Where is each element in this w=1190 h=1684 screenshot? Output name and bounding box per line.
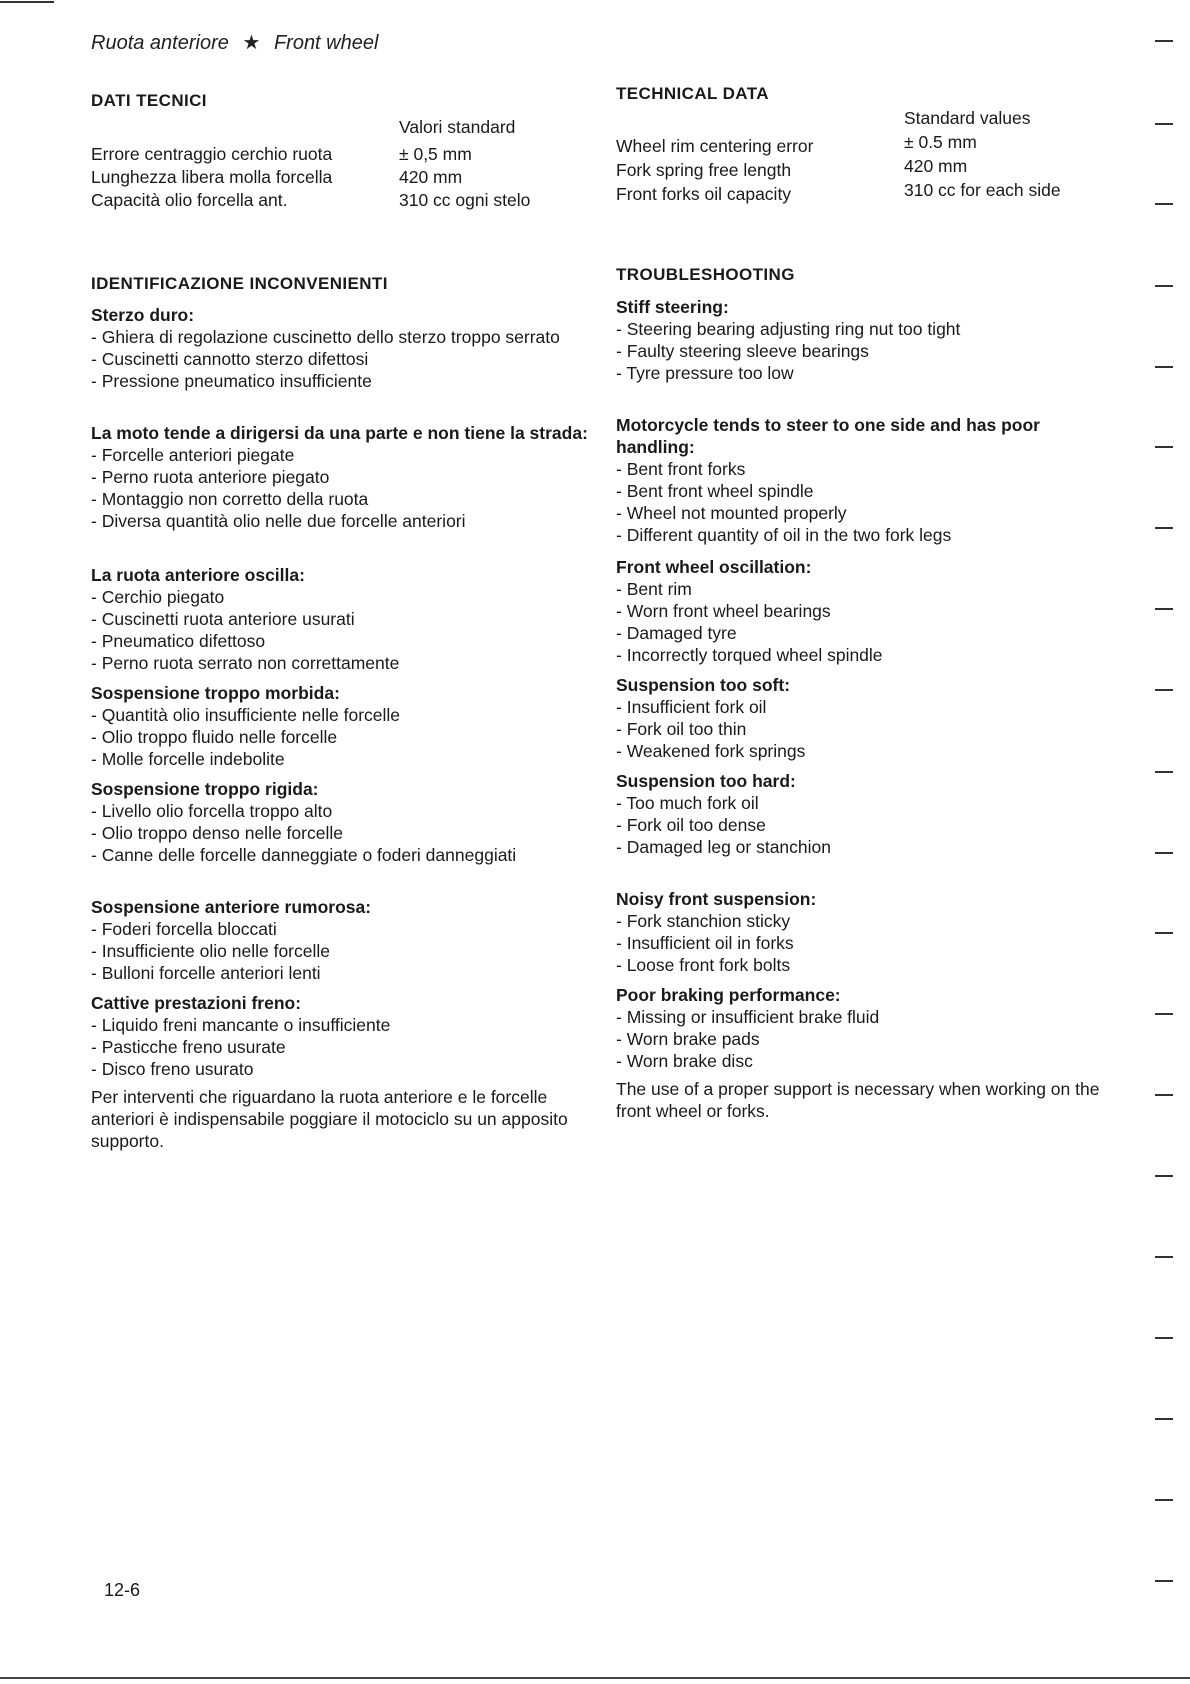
section-heading: Front wheel oscillation: bbox=[616, 557, 812, 577]
edge-mark bbox=[1155, 446, 1173, 448]
list-item: - Incorrectly torqued wheel spindle bbox=[616, 644, 1116, 666]
list-item: - Bent front wheel spindle bbox=[616, 480, 1116, 502]
edge-mark bbox=[1155, 852, 1173, 854]
section-heading: Poor braking performance: bbox=[616, 985, 841, 1005]
list-item: - Olio troppo fluido nelle forcelle bbox=[91, 726, 591, 748]
spec-value-header: Standard values bbox=[904, 108, 1031, 128]
trouble-section bbox=[616, 296, 1116, 384]
trouble-section bbox=[91, 422, 591, 532]
list-item: - Ghiera di regolazione cuscinetto dello sterzo troppo serrato bbox=[91, 326, 591, 348]
list-item: - Missing or insufficient brake fluid bbox=[616, 1006, 1116, 1028]
list-item: - Loose front fork bolts bbox=[616, 954, 1116, 976]
list-item: - Cerchio piegato bbox=[91, 586, 591, 608]
edge-mark bbox=[1155, 40, 1173, 42]
edge-mark bbox=[1155, 1418, 1173, 1420]
edge-mark bbox=[1155, 527, 1173, 529]
top-edge-rule bbox=[0, 1, 54, 3]
edge-mark bbox=[1155, 366, 1173, 368]
troubleshooting-title-english: TROUBLESHOOTING bbox=[616, 265, 795, 284]
section-heading: Cattive prestazioni freno: bbox=[91, 993, 302, 1013]
trouble-section bbox=[616, 414, 1116, 546]
trouble-section bbox=[616, 556, 1116, 666]
spec-label: Errore centraggio cerchio ruota bbox=[91, 144, 333, 164]
edge-mark bbox=[1155, 771, 1173, 773]
spec-value-header: Valori standard bbox=[399, 117, 516, 137]
trouble-section bbox=[91, 896, 591, 984]
list-item: - Wheel not mounted properly bbox=[616, 502, 1116, 524]
spec-label: Wheel rim centering error bbox=[616, 136, 814, 156]
section-heading: Motorcycle tends to steer to one side and has poor handling: bbox=[616, 415, 1040, 457]
list-item: - Insufficient fork oil bbox=[616, 696, 1116, 718]
list-item: - Perno ruota anteriore piegato bbox=[91, 466, 591, 488]
spec-label: Fork spring free length bbox=[616, 160, 792, 180]
edge-mark bbox=[1155, 1094, 1173, 1096]
section-heading: Stiff steering: bbox=[616, 297, 729, 317]
edge-mark bbox=[1155, 932, 1173, 934]
page-header bbox=[91, 30, 378, 55]
list-item: - Too much fork oil bbox=[616, 792, 1116, 814]
list-item: - Fork oil too thin bbox=[616, 718, 1116, 740]
list-item: - Perno ruota serrato non correttamente bbox=[91, 652, 591, 674]
list-item: - Worn front wheel bearings bbox=[616, 600, 1116, 622]
list-item: - Worn brake disc bbox=[616, 1050, 1116, 1072]
edge-mark bbox=[1155, 689, 1173, 691]
spec-value: 310 cc for each side bbox=[904, 180, 1061, 200]
list-item: - Bent front forks bbox=[616, 458, 1116, 480]
header-star-separator: ★ bbox=[242, 32, 261, 54]
edge-mark bbox=[1155, 1499, 1173, 1501]
trouble-section bbox=[616, 888, 1116, 976]
list-item: - Olio troppo denso nelle forcelle bbox=[91, 822, 591, 844]
spec-label: Lunghezza libera molla forcella bbox=[91, 167, 333, 187]
section-heading: Noisy front suspension: bbox=[616, 889, 817, 909]
list-item: - Disco freno usurato bbox=[91, 1058, 591, 1080]
list-item: - Pneumatico difettoso bbox=[91, 630, 591, 652]
list-item: - Pressione pneumatico insufficiente bbox=[91, 370, 591, 392]
list-item: - Worn brake pads bbox=[616, 1028, 1116, 1050]
trouble-section bbox=[91, 992, 591, 1080]
trouble-section bbox=[91, 304, 591, 392]
spec-value: 420 mm bbox=[904, 156, 968, 176]
list-item: - Cuscinetti cannotto sterzo difettosi bbox=[91, 348, 591, 370]
list-item: - Molle forcelle indebolite bbox=[91, 748, 591, 770]
section-heading: La ruota anteriore oscilla: bbox=[91, 565, 305, 585]
list-item: - Insufficient oil in forks bbox=[616, 932, 1116, 954]
edge-mark bbox=[1155, 1175, 1173, 1177]
section-heading: Sospensione anteriore rumorosa: bbox=[91, 897, 372, 917]
trouble-section bbox=[616, 984, 1116, 1072]
support-note-english: The use of a proper support is necessary when working on the front wheel or forks. bbox=[616, 1079, 1100, 1121]
list-item: - Bulloni forcelle anteriori lenti bbox=[91, 962, 591, 984]
spec-label: Capacità olio forcella ant. bbox=[91, 190, 288, 210]
section-heading: Suspension too hard: bbox=[616, 771, 796, 791]
list-item: - Weakened fork springs bbox=[616, 740, 1116, 762]
list-item: - Tyre pressure too low bbox=[616, 362, 1116, 384]
list-item: - Different quantity of oil in the two fork legs bbox=[616, 524, 1116, 546]
section-heading: La moto tende a dirigersi da una parte e non tiene la strada: bbox=[91, 423, 588, 443]
list-item: - Montaggio non corretto della ruota bbox=[91, 488, 591, 510]
list-item: - Fork stanchion sticky bbox=[616, 910, 1116, 932]
spec-value: ± 0.5 mm bbox=[904, 132, 977, 152]
edge-mark bbox=[1155, 285, 1173, 287]
list-item: - Canne delle forcelle danneggiate o foderi danneggiati bbox=[91, 844, 591, 866]
list-item: - Insufficiente olio nelle forcelle bbox=[91, 940, 591, 962]
list-item: - Liquido freni mancante o insufficiente bbox=[91, 1014, 591, 1036]
spec-label: Front forks oil capacity bbox=[616, 184, 792, 204]
edge-mark bbox=[1155, 1013, 1173, 1015]
trouble-section bbox=[91, 564, 591, 674]
troubleshooting-title-italian: IDENTIFICAZIONE INCONVENIENTI bbox=[91, 274, 388, 293]
trouble-section bbox=[91, 778, 591, 866]
spec-value: 310 cc ogni stelo bbox=[399, 190, 531, 210]
trouble-section bbox=[616, 770, 1116, 858]
spec-title-english: TECHNICAL DATA bbox=[616, 84, 769, 103]
list-item: - Damaged tyre bbox=[616, 622, 1116, 644]
edge-mark bbox=[1155, 1337, 1173, 1339]
list-item: - Foderi forcella bloccati bbox=[91, 918, 591, 940]
section-heading: Sospensione troppo morbida: bbox=[91, 683, 340, 703]
list-item: - Fork oil too dense bbox=[616, 814, 1116, 836]
edge-mark bbox=[1155, 203, 1173, 205]
edge-mark bbox=[1155, 123, 1173, 125]
header-english-title: Front wheel bbox=[273, 32, 379, 54]
section-heading: Sterzo duro: bbox=[91, 305, 195, 325]
spec-value: ± 0,5 mm bbox=[399, 144, 472, 164]
spec-value: 420 mm bbox=[399, 167, 463, 187]
list-item: - Livello olio forcella troppo alto bbox=[91, 800, 591, 822]
list-item: - Pasticche freno usurate bbox=[91, 1036, 591, 1058]
list-item: - Quantità olio insufficiente nelle forcelle bbox=[91, 704, 591, 726]
section-heading: Suspension too soft: bbox=[616, 675, 791, 695]
edge-mark bbox=[1155, 1256, 1173, 1258]
list-item: - Diversa quantità olio nelle due forcelle anteriori bbox=[91, 510, 591, 532]
spec-title-italian: DATI TECNICI bbox=[91, 91, 207, 110]
edge-mark bbox=[1155, 608, 1173, 610]
bottom-edge-rule bbox=[0, 1677, 1190, 1679]
edge-mark bbox=[1155, 1580, 1173, 1582]
trouble-section bbox=[91, 682, 591, 770]
page-number: 12-6 bbox=[104, 1580, 141, 1600]
list-item: - Steering bearing adjusting ring nut too tight bbox=[616, 318, 1116, 340]
header-italian-title: Ruota anteriore bbox=[91, 32, 229, 54]
trouble-section bbox=[616, 674, 1116, 762]
support-note-italian: Per interventi che riguardano la ruota anteriore e le forcelle anteriori è indispensabile poggiare il motociclo su un apposito supporto. bbox=[91, 1087, 568, 1151]
section-heading: Sospensione troppo rigida: bbox=[91, 779, 319, 799]
list-item: - Cuscinetti ruota anteriore usurati bbox=[91, 608, 591, 630]
list-item: - Forcelle anteriori piegate bbox=[91, 444, 591, 466]
list-item: - Faulty steering sleeve bearings bbox=[616, 340, 1116, 362]
list-item: - Bent rim bbox=[616, 578, 1116, 600]
list-item: - Damaged leg or stanchion bbox=[616, 836, 1116, 858]
